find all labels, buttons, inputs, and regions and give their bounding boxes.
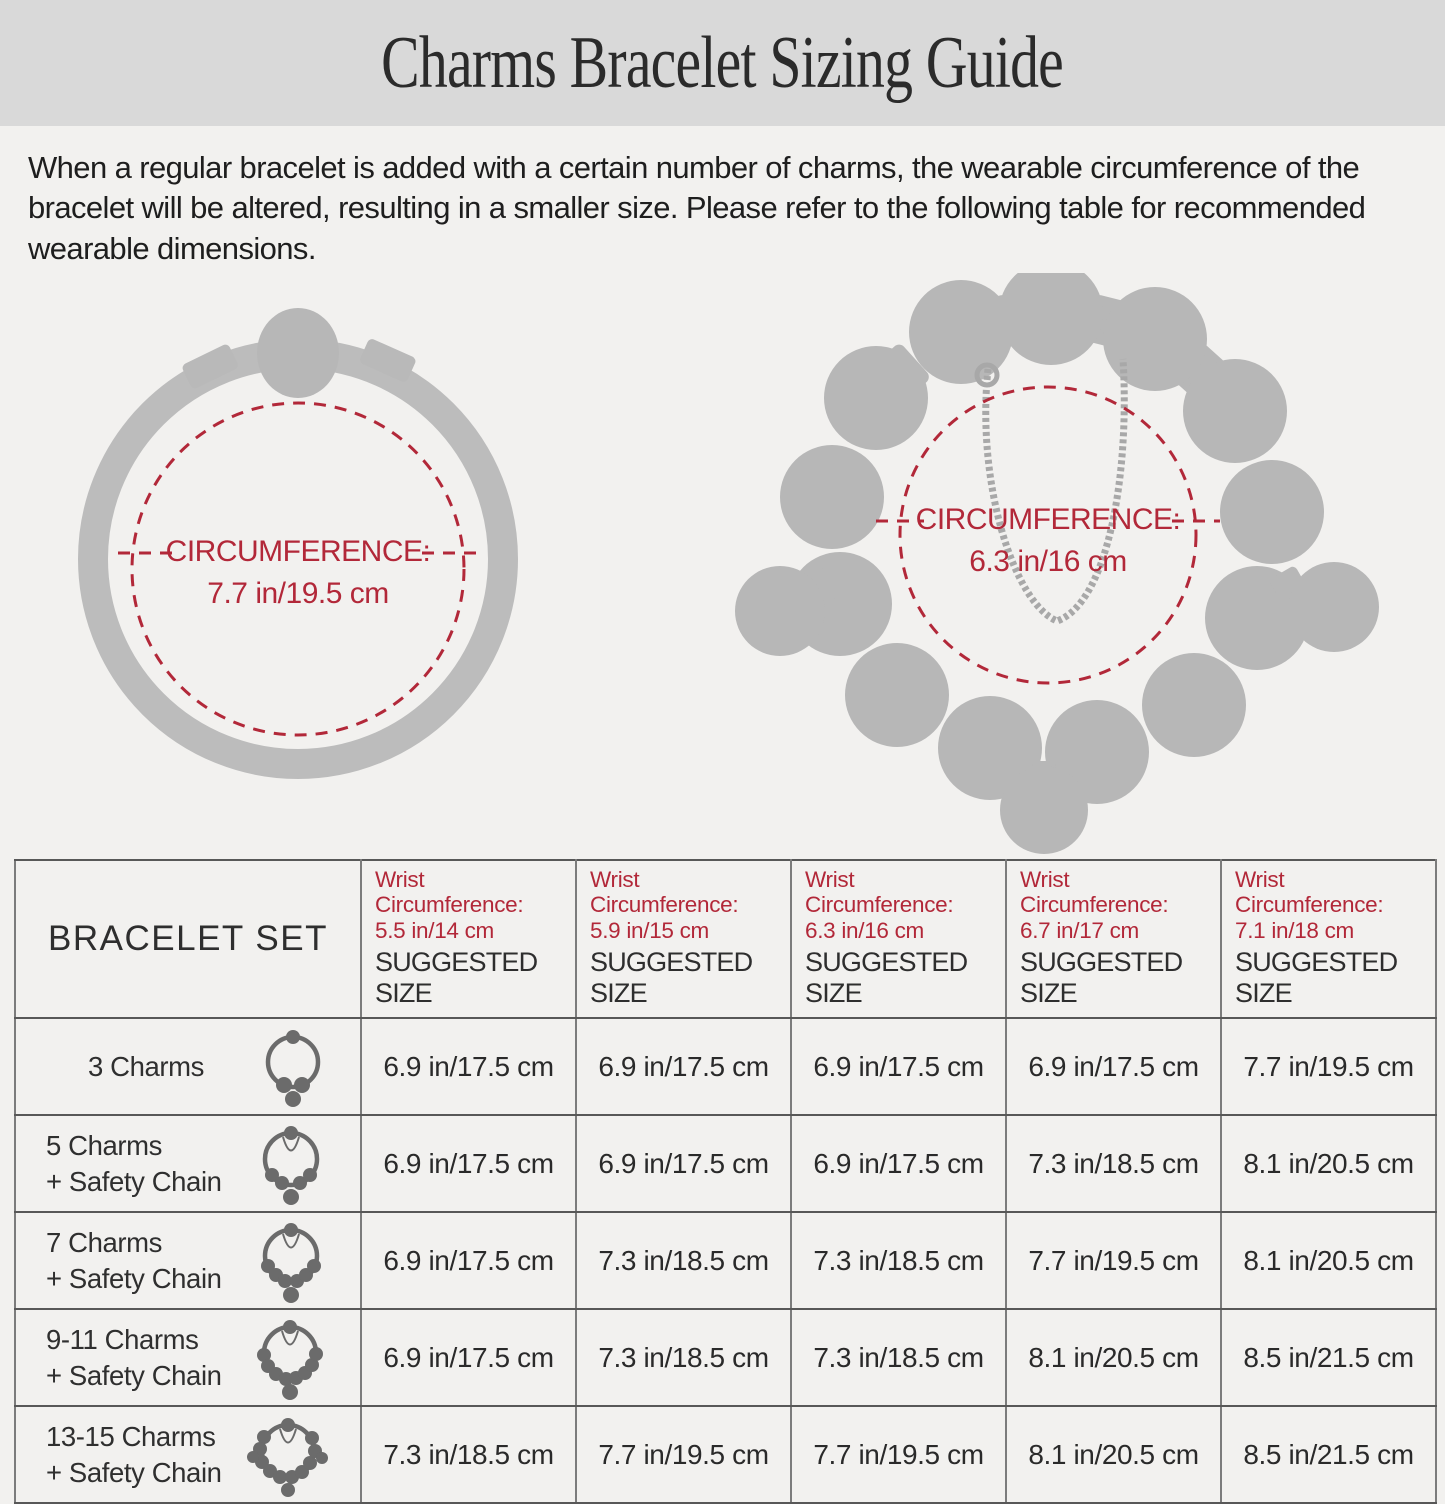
- size-value: 6.9 in/17.5 cm: [361, 1018, 576, 1115]
- sizing-table: [14, 859, 1437, 1504]
- bracelet-set-header: BRACELET SET: [15, 860, 361, 1018]
- suggested-size-label: SUGGESTED SIZE: [805, 947, 968, 1009]
- size-value: 6.9 in/17.5 cm: [361, 1115, 576, 1212]
- circumference-label: CIRCUMFERENCE:: [165, 534, 431, 568]
- size-value: 8.5 in/21.5 cm: [1221, 1309, 1436, 1406]
- circumference-label: CIRCUMFERENCE:: [915, 502, 1181, 536]
- row-label-line1: 3 Charms: [88, 1051, 204, 1083]
- suggested-size-label: SUGGESTED SIZE: [375, 947, 538, 1009]
- bracelet-13-15-charms-safety-chain-icon: [246, 1413, 330, 1497]
- dangle-charm-bottom: [1000, 766, 1088, 854]
- diagrams-section: [0, 273, 1445, 859]
- size-value: 8.1 in/20.5 cm: [1221, 1115, 1436, 1212]
- column-header-5-9: [576, 860, 791, 1018]
- table-row-3-charms: [15, 1018, 1436, 1115]
- row-label-line2: + Safety Chain: [46, 1165, 222, 1197]
- size-value: 6.9 in/17.5 cm: [361, 1309, 576, 1406]
- size-value: 7.7 in/19.5 cm: [1006, 1212, 1221, 1309]
- size-value: 7.7 in/19.5 cm: [791, 1406, 1006, 1503]
- clasp-bead: [257, 308, 339, 398]
- row-label: [46, 1128, 222, 1198]
- row-label-line2: + Safety Chain: [46, 1359, 222, 1391]
- charm-bracelet-diagram: [726, 273, 1388, 857]
- row-label-cell: [15, 1115, 361, 1212]
- size-value: 7.7 in/19.5 cm: [576, 1406, 791, 1503]
- wrist-circumference-value: 6.3 in/16 cm: [805, 917, 924, 943]
- size-value: 7.3 in/18.5 cm: [576, 1212, 791, 1309]
- size-value: 8.1 in/20.5 cm: [1006, 1309, 1221, 1406]
- table-row-9-11-charms: [15, 1309, 1436, 1406]
- size-value: 8.1 in/20.5 cm: [1006, 1406, 1221, 1503]
- page-title: Charms Bracelet Sizing Guide: [381, 21, 1064, 104]
- row-label-cell: [15, 1212, 361, 1309]
- suggested-size-label: SUGGESTED SIZE: [1235, 947, 1398, 1009]
- wrist-circumference-value: 7.1 in/18 cm: [1235, 917, 1354, 943]
- column-header-5-5: [361, 860, 576, 1018]
- column-header-6-3: [791, 860, 1006, 1018]
- table-header-row: [15, 860, 1436, 1018]
- row-label: [46, 1419, 222, 1489]
- size-value: 6.9 in/17.5 cm: [576, 1018, 791, 1115]
- suggested-size-label: SUGGESTED SIZE: [1020, 947, 1183, 1009]
- regular-bracelet-diagram: [56, 281, 536, 821]
- wrist-circumference-value: 6.7 in/17 cm: [1020, 917, 1139, 943]
- size-value: 6.9 in/17.5 cm: [1006, 1018, 1221, 1115]
- row-label-cell: [15, 1018, 361, 1115]
- column-header-7-1: [1221, 860, 1436, 1018]
- bracelet-7-charms-safety-chain-icon: [252, 1219, 330, 1303]
- table-row-7-charms: [15, 1212, 1436, 1309]
- wrist-circumference-label: Wrist Circumference:: [1235, 866, 1384, 918]
- row-label-cell: [15, 1309, 361, 1406]
- bracelet-3-charms-icon: [256, 1026, 330, 1108]
- size-value: 7.7 in/19.5 cm: [1221, 1018, 1436, 1115]
- column-header-6-7: [1006, 860, 1221, 1018]
- wrist-circumference-label: Wrist Circumference:: [1020, 866, 1169, 918]
- size-value: 6.9 in/17.5 cm: [791, 1115, 1006, 1212]
- safety-chain: [986, 359, 1125, 621]
- wrist-circumference-value: 5.9 in/15 cm: [590, 917, 709, 943]
- bracelet-5-charms-safety-chain-icon: [252, 1122, 330, 1206]
- wrist-circumference-label: Wrist Circumference:: [590, 866, 739, 918]
- size-value: 6.9 in/17.5 cm: [791, 1018, 1006, 1115]
- size-value: 7.3 in/18.5 cm: [576, 1309, 791, 1406]
- size-value: 7.3 in/18.5 cm: [791, 1212, 1006, 1309]
- dangle-charm-left: [735, 566, 825, 656]
- size-value: 7.3 in/18.5 cm: [791, 1309, 1006, 1406]
- wrist-circumference-label: Wrist Circumference:: [805, 866, 954, 918]
- wrist-circumference-label: Wrist Circumference:: [375, 866, 524, 918]
- wrist-circumference-value: 5.5 in/14 cm: [375, 917, 494, 943]
- row-label-line1: 7 Charms: [46, 1227, 162, 1259]
- table-row-5-charms: [15, 1115, 1436, 1212]
- row-label: [46, 1322, 222, 1392]
- dangle-charm-right: [1289, 562, 1379, 652]
- suggested-size-label: SUGGESTED SIZE: [590, 947, 753, 1009]
- intro-paragraph: When a regular bracelet is added with a certain number of charms, the wearable circumference of the bracelet will be altered, resulting in a smaller size. Please refer to the following table for recommended wearable dimensions.: [28, 150, 1366, 266]
- size-value: 6.9 in/17.5 cm: [576, 1115, 791, 1212]
- header-band: [0, 0, 1445, 126]
- size-value: 6.9 in/17.5 cm: [361, 1212, 576, 1309]
- size-value: 7.3 in/18.5 cm: [1006, 1115, 1221, 1212]
- circumference-value: 6.3 in/16 cm: [969, 544, 1127, 578]
- size-value: 8.1 in/20.5 cm: [1221, 1212, 1436, 1309]
- size-value: 7.3 in/18.5 cm: [361, 1406, 576, 1503]
- circumference-dashed-circle: [132, 403, 464, 735]
- table-row-13-15-charms: [15, 1406, 1436, 1503]
- circumference-value: 7.7 in/19.5 cm: [207, 576, 389, 610]
- row-label-line2: + Safety Chain: [46, 1456, 222, 1488]
- row-label: [46, 1225, 222, 1295]
- bracelet-9-11-charms-safety-chain-icon: [250, 1316, 330, 1400]
- row-label-line2: + Safety Chain: [46, 1262, 222, 1294]
- row-label-cell: [15, 1406, 361, 1503]
- size-value: 8.5 in/21.5 cm: [1221, 1406, 1436, 1503]
- row-label: [46, 1049, 204, 1084]
- row-label-line1: 9-11 Charms: [46, 1324, 199, 1356]
- row-label-line1: 5 Charms: [46, 1130, 162, 1162]
- row-label-line1: 13-15 Charms: [46, 1421, 216, 1453]
